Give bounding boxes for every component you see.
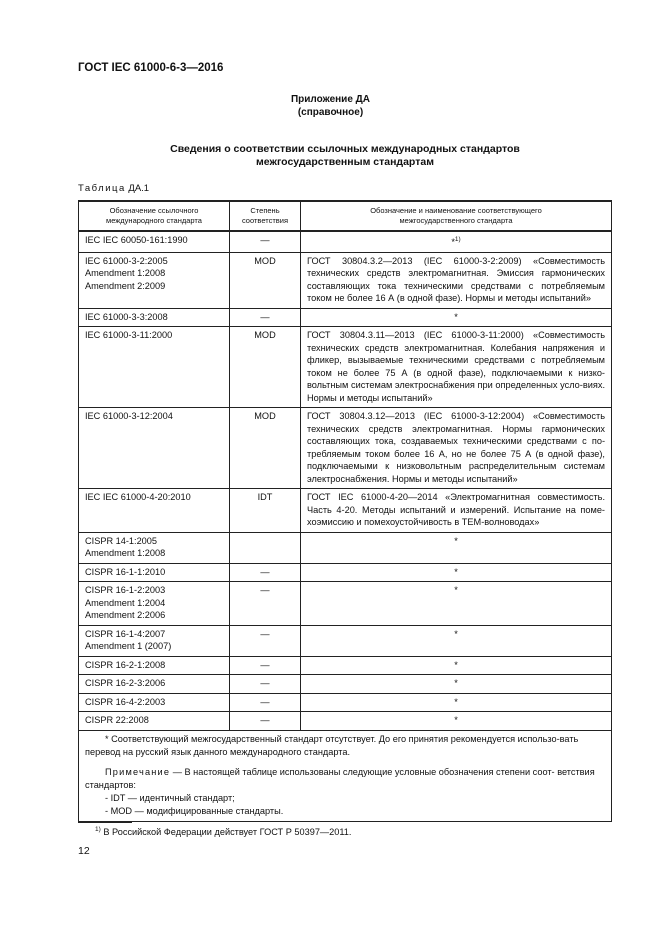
- table-label-word: Таблица: [78, 183, 126, 194]
- document-code: ГОСТ IEC 61000-6-3—2016: [78, 62, 224, 74]
- reference-standard-cell: CISPR 16-4-2:2003: [79, 693, 230, 712]
- reference-standard-cell: IEC IEC 60050-161:1990: [79, 231, 230, 252]
- interstate-standard-cell: *$^{1)}$: [301, 231, 612, 252]
- table-header-row: [79, 201, 612, 231]
- reference-standard-cell: CISPR 16-2-3:2006: [79, 675, 230, 694]
- column-header-reference: Обозначение ссылочного международного стандарта: [79, 201, 230, 231]
- table-row: [79, 489, 612, 533]
- degree-cell: MOD: [230, 327, 301, 408]
- interstate-standard-cell: *: [301, 563, 612, 582]
- table-label: [78, 183, 149, 194]
- interstate-standard-cell: *: [301, 308, 612, 327]
- table-row: [79, 308, 612, 327]
- table-row: [79, 675, 612, 694]
- table-row: [79, 408, 612, 489]
- section-title-line-1: Сведения о соответствии ссылочных международных стандартов: [170, 143, 520, 155]
- note-item-mod: - MOD — модифицированные стандарты.: [105, 805, 284, 816]
- section-title: [0, 143, 661, 169]
- interstate-standard-cell: *: [301, 625, 612, 656]
- degree-cell: [230, 532, 301, 563]
- note-label: Примечание: [105, 766, 171, 777]
- table-row: [79, 656, 612, 675]
- appendix-subtitle: (справочное): [297, 107, 364, 118]
- table-notes-cell: [79, 730, 612, 821]
- reference-standard-cell: CISPR 16-1-4:2007 Amendment 1 (2007): [79, 625, 230, 656]
- table-notes-row: [79, 730, 612, 821]
- degree-cell: —: [230, 582, 301, 626]
- degree-cell: MOD: [230, 408, 301, 489]
- table-footnote: * Соответствующий межгосударственный стандарт отсутствует. До его принятия рекомендуется использо-вать перевод на русский язык данного международного стандарта.: [85, 733, 579, 757]
- page-number: 12: [78, 845, 90, 857]
- table-row: [79, 582, 612, 626]
- reference-standard-cell: IEC IEC 61000-4-20:2010: [79, 489, 230, 533]
- reference-standard-cell: IEC 61000-3-3:2008: [79, 308, 230, 327]
- table-body: [79, 231, 612, 821]
- reference-standard-cell: CISPR 16-1-2:2003 Amendment 1:2004 Amendment 2:2006: [79, 582, 230, 626]
- note-item-idt: - IDT — идентичный стандарт;: [105, 792, 235, 803]
- reference-standard-cell: CISPR 16-2-1:2008: [79, 656, 230, 675]
- degree-cell: —: [230, 712, 301, 731]
- degree-cell: —: [230, 625, 301, 656]
- table-row: [79, 231, 612, 252]
- degree-cell: —: [230, 308, 301, 327]
- interstate-standard-cell: *: [301, 675, 612, 694]
- interstate-standard-cell: ГОСТ 30804.3.2—2013 (IEC 61000-3-2:2009) «Совместимость технических средств электромагнитная. Эмиссия гармонических составляющих тока техническими средствами с потребляемым током не более 16 А (в одной фазе). Нормы и методы испытаний»: [301, 252, 612, 308]
- interstate-standard-cell: *: [301, 582, 612, 626]
- degree-cell: —: [230, 563, 301, 582]
- section-title-line-2: межгосударственным стандартам: [256, 156, 434, 168]
- interstate-standard-cell: *: [301, 532, 612, 563]
- appendix-heading: [0, 93, 661, 119]
- reference-standard-cell: IEC 61000-3-11:2000: [79, 327, 230, 408]
- table-row: [79, 327, 612, 408]
- page-footnote: [95, 826, 351, 837]
- interstate-standard-cell: *: [301, 656, 612, 675]
- footnote-text: В Российской Федерации действует ГОСТ Р 50397—2011.: [100, 827, 352, 838]
- degree-cell: —: [230, 675, 301, 694]
- reference-standard-cell: CISPR 14-1:2005 Amendment 1:2008: [79, 532, 230, 563]
- table-row: [79, 252, 612, 308]
- column-header-interstate-standard: Обозначение и наименование соответствующего межгосударственного стандарта: [301, 201, 612, 231]
- interstate-standard-cell: ГОСТ 30804.3.12—2013 (IEC 61000-3-12:2004) «Совместимость технических средств электромагнитная. Нормы гармонических составляющих тока, создаваемых техническими средствами с по-требляемым током более 16 А, но не более 75 А (в одной фазе), подключаемыми к низковольтным распределительным системам электроснабжения. Нормы и методы испытаний»: [301, 408, 612, 489]
- footnote-separator: [78, 822, 132, 823]
- degree-cell: —: [230, 693, 301, 712]
- table-row: [79, 532, 612, 563]
- interstate-standard-cell: *: [301, 693, 612, 712]
- standards-table: [78, 200, 612, 822]
- reference-standard-cell: IEC 61000-3-12:2004: [79, 408, 230, 489]
- degree-cell: —: [230, 231, 301, 252]
- interstate-standard-cell: *: [301, 712, 612, 731]
- table-row: [79, 563, 612, 582]
- degree-cell: MOD: [230, 252, 301, 308]
- table-row: [79, 693, 612, 712]
- degree-cell: IDT: [230, 489, 301, 533]
- degree-cell: —: [230, 656, 301, 675]
- table-row: [79, 712, 612, 731]
- column-header-degree: Степень соответствия: [230, 201, 301, 231]
- reference-standard-cell: CISPR 22:2008: [79, 712, 230, 731]
- footnote-mark: 1): [95, 826, 101, 833]
- reference-standard-cell: IEC 61000-3-2:2005 Amendment 1:2008 Amendment 2:2009: [79, 252, 230, 308]
- interstate-standard-cell: ГОСТ IEC 61000-4-20—2014 «Электромагнитная совместимость. Часть 4-20. Методы испытаний и измерений. Испытание на поме-хоэмиссию и помехоустойчивость в ТЕМ-волноводах»: [301, 489, 612, 533]
- table-label-number: ДА.1: [128, 183, 150, 194]
- appendix-title: Приложение ДА: [290, 94, 371, 105]
- table-row: [79, 625, 612, 656]
- reference-standard-cell: CISPR 16-1-1:2010: [79, 563, 230, 582]
- table-note: Примечание — В настоящей таблице использованы следующие условные обозначения степени соот- ветствия стандартов:: [85, 766, 595, 790]
- interstate-standard-cell: ГОСТ 30804.3.11—2013 (IEC 61000-3-11:2000) «Совместимость технических средств электромагнитная. Колебания напряжения и фликер, вызываемые техническими средствами с потребляемым током не более 75 А (в одной фазе), подключаемыми к низко-вольтным системам электроснабжения при определенных усло-виях. Нормы и методы испытаний»: [301, 327, 612, 408]
